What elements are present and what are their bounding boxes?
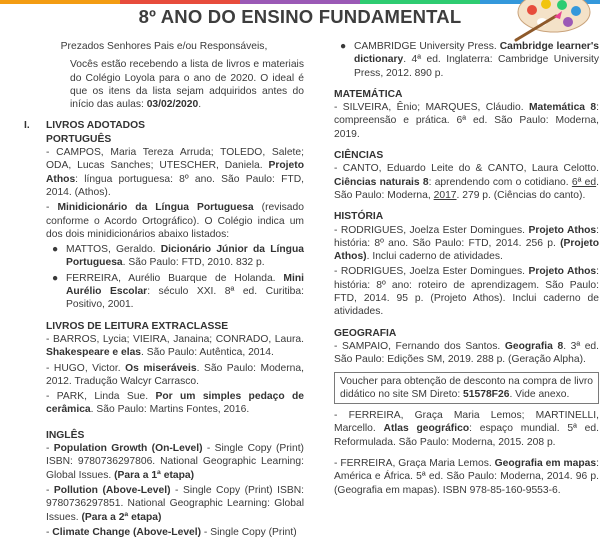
ingles-heading: INGLÊS bbox=[46, 429, 85, 441]
item-text: - RODRIGUES, Joelza Ester Domingues. bbox=[334, 266, 529, 278]
item-text: (revisado conforme o Acordo Ortográfico). O Colégio indica um dos dois minidicionários abaixo listados: bbox=[46, 202, 304, 240]
book-title: Shakespeare e elas bbox=[46, 347, 142, 359]
bullet-icon: ● bbox=[52, 272, 59, 284]
bullet-item bbox=[46, 272, 304, 312]
item-text: - Single Copy (Print) ISBN: 9780736297806. National Geographic Learning: Global Issues. bbox=[46, 443, 304, 481]
list-item bbox=[334, 224, 599, 264]
voucher-text: . Vide anexo. bbox=[509, 388, 570, 400]
list-item bbox=[334, 457, 599, 497]
item-text: - CAMPOS, Maria Tereza Arruda; TOLEDO, Salete; ODA, Lucas Sanches; UTESCHER, Daniela. bbox=[46, 147, 304, 172]
item-text: MATTOS, Geraldo. bbox=[66, 244, 161, 256]
historia-heading: HISTÓRIA bbox=[334, 211, 384, 223]
item-text: - bbox=[46, 484, 54, 496]
book-title: Mini Aurélio Escolar bbox=[66, 272, 304, 298]
section-title: LIVROS ADOTADOS bbox=[46, 120, 145, 132]
list-item bbox=[46, 201, 304, 241]
year-underlined: 2017 bbox=[433, 189, 457, 201]
item-text: - Single Copy (Print) ISBN: 9780736297851. National Geographic Learning: Global Issues. bbox=[46, 484, 304, 523]
geografia-heading: GEOGRAFIA bbox=[334, 327, 397, 339]
item-text: - FERREIRA, Graça Maria Lemos. bbox=[334, 458, 495, 470]
list-item bbox=[46, 333, 304, 360]
item-text: . 279 p. (Ciências do canto). bbox=[456, 189, 586, 201]
book-title: Climate Change (Above-Level) bbox=[52, 526, 202, 538]
matematica-heading: MATEMÁTICA bbox=[334, 88, 403, 100]
ciencias-heading: CIÊNCIAS bbox=[334, 150, 384, 162]
list-item bbox=[334, 265, 599, 318]
bullet-icon: ● bbox=[52, 244, 59, 256]
list-item bbox=[46, 390, 304, 417]
bullet-icon: ● bbox=[340, 41, 347, 52]
book-title: Minidicionário da Língua Portuguesa bbox=[57, 202, 254, 214]
section-numeral: I. bbox=[24, 120, 30, 132]
item-text: - bbox=[46, 443, 54, 455]
voucher-text: Voucher para obtenção de desconto na compra de livro didático no site SM Direto: bbox=[340, 375, 594, 400]
bar-segment bbox=[240, 0, 360, 4]
item-text: - bbox=[46, 526, 53, 538]
bullet-item bbox=[334, 40, 599, 80]
item-text: : aprendendo com o cotidiano. bbox=[428, 176, 572, 188]
list-item bbox=[46, 146, 304, 199]
right-column bbox=[334, 40, 599, 499]
item-text: . São Paulo: Autêntica, 2014. bbox=[141, 347, 274, 359]
intro-text bbox=[70, 58, 304, 111]
section-livros-adotados bbox=[24, 119, 304, 539]
bullet-item bbox=[46, 243, 304, 270]
item-text: . São Paulo: Moderna, bbox=[334, 176, 599, 201]
item-text: - SAMPAIO, Fernando dos Santos. bbox=[334, 340, 505, 352]
leitura-heading: LIVROS DE LEITURA EXTRACLASSE bbox=[46, 320, 229, 332]
item-text: - FERREIRA, Graça Maria Lemos; MARTINELLI, Marcello. bbox=[334, 410, 599, 435]
item-text: FERREIRA, Aurélio Buarque de Holanda. bbox=[66, 272, 284, 284]
item-text: - Single Copy (Print) bbox=[201, 526, 297, 538]
book-title: Projeto Athos bbox=[528, 224, 597, 236]
salutation: Prezados Senhores Pais e/ou Responsáveis, bbox=[60, 41, 268, 52]
list-item bbox=[334, 162, 599, 202]
list-item bbox=[46, 484, 304, 524]
intro bbox=[24, 40, 304, 111]
item-text: : espaço mundial. 5ª ed. Reformulada. São Paulo: Moderna, 2015. 208 p. bbox=[334, 423, 599, 448]
stage-note: (Para a 2ª etapa) bbox=[81, 511, 162, 523]
book-title: Matemática 8 bbox=[528, 102, 597, 114]
bar-segment bbox=[120, 0, 240, 4]
list-item bbox=[46, 362, 304, 389]
portugues-heading: PORTUGUÊS bbox=[46, 133, 112, 145]
voucher-box bbox=[334, 372, 599, 405]
item-text: : compreensão e prática. 6ª ed. São Paulo: Moderna, 2019. bbox=[334, 102, 599, 140]
left-column bbox=[24, 40, 304, 541]
book-title: Os miseráveis bbox=[125, 362, 197, 374]
bar-segment bbox=[0, 0, 120, 4]
book-title: Atlas geográfico bbox=[383, 423, 470, 435]
item-text: - HUGO, Victor. bbox=[46, 362, 126, 374]
edition-underlined: 6ª ed bbox=[571, 176, 597, 188]
item-text: . São Paulo: FTD, 2010. 832 p. bbox=[122, 257, 265, 269]
list-item bbox=[334, 101, 599, 141]
spacer bbox=[46, 419, 304, 429]
book-series: (Projeto Athos) bbox=[334, 237, 599, 263]
item-text: : história: 8º ano: roteiro de aprendizagem. São Paulo: FTD, 2014. 95 p. (Projeto Athos). Inclui caderno de atividades. bbox=[334, 266, 599, 318]
voucher-code: 51578F26 bbox=[463, 388, 510, 400]
page-title: 8º ANO DO ENSINO FUNDAMENTAL bbox=[138, 6, 462, 27]
item-text: . São Paulo: Moderna, 2012. Tradução Walcyr Carrasco. bbox=[46, 362, 304, 387]
list-item bbox=[46, 442, 304, 482]
item-text: - RODRIGUES, Joelza Ester Domingues. bbox=[334, 224, 529, 236]
item-text: . Inclui caderno de atividades. bbox=[366, 251, 503, 263]
item-text: CAMBRIDGE University Press. bbox=[354, 41, 500, 52]
list-item bbox=[334, 340, 599, 367]
item-text: . 3ª ed. São Paulo: Edições SM, 2019. 288 p. (Geração Alpha). bbox=[334, 340, 600, 366]
book-title: Geografia 8 bbox=[504, 340, 564, 352]
item-text: : língua portuguesa: 8º ano. São Paulo: FTD, 2014. (Athos). bbox=[46, 173, 304, 198]
item-text: - bbox=[46, 202, 58, 214]
list-item bbox=[46, 526, 304, 539]
list-item bbox=[334, 409, 599, 449]
book-title: Por um simples pedaço de cerâmica bbox=[46, 391, 305, 416]
item-text: : século XXI. 8ª ed. Curitiba: Positivo, 2001. bbox=[66, 286, 304, 311]
intro-text-main: Vocês estão recebendo a lista de livros e materiais do Colégio Loyola para o ano de 2020. O ideal é que os itens da lista sejam adquiridos antes do início das aulas: bbox=[70, 59, 304, 111]
bar-segment bbox=[360, 0, 480, 4]
book-title: Dicionário Júnior da Língua Portuguesa bbox=[66, 244, 304, 269]
stage-note: (Para a 1ª etapa) bbox=[114, 469, 195, 481]
item-text: : história: 8º ano. São Paulo: FTD, 2014. 256 p. bbox=[334, 224, 599, 249]
item-text: - CANTO, Eduardo Leite do & CANTO, Laura Celotto. bbox=[334, 163, 599, 175]
book-title: Projeto Athos bbox=[46, 160, 304, 185]
item-text: : América e África. 5ª ed. São Paulo: Moderna, 2014. 96 p. (Geografia em mapas). ISBN 978-85-160-9553-6. bbox=[334, 458, 599, 496]
item-text: . São Paulo: Martins Fontes, 2016. bbox=[90, 404, 250, 416]
item-text: - SILVEIRA, Ênio; MARQUES, Cláudio. bbox=[334, 102, 529, 114]
item-text: - PARK, Linda Sue. bbox=[46, 391, 156, 403]
deadline-date: 03/02/2020 bbox=[146, 99, 199, 111]
book-title: Geografia em mapas bbox=[494, 458, 597, 470]
book-title: Pollution (Above-Level) bbox=[53, 484, 171, 496]
book-title: Ciências naturais 8 bbox=[334, 176, 429, 188]
item-text: . 4ª ed. Inglaterra: Cambridge University Press, 2012. 890 p. bbox=[354, 54, 599, 79]
book-title: Cambridge learner's dictionary bbox=[354, 41, 599, 66]
book-title: Population Growth (On-Level) bbox=[53, 443, 203, 455]
item-text: - BARROS, Lycia; VIEIRA, Janaina; CONRADO, Laura. bbox=[46, 333, 304, 345]
intro-text-end: . bbox=[198, 99, 202, 111]
book-title: Projeto Athos bbox=[528, 266, 597, 278]
